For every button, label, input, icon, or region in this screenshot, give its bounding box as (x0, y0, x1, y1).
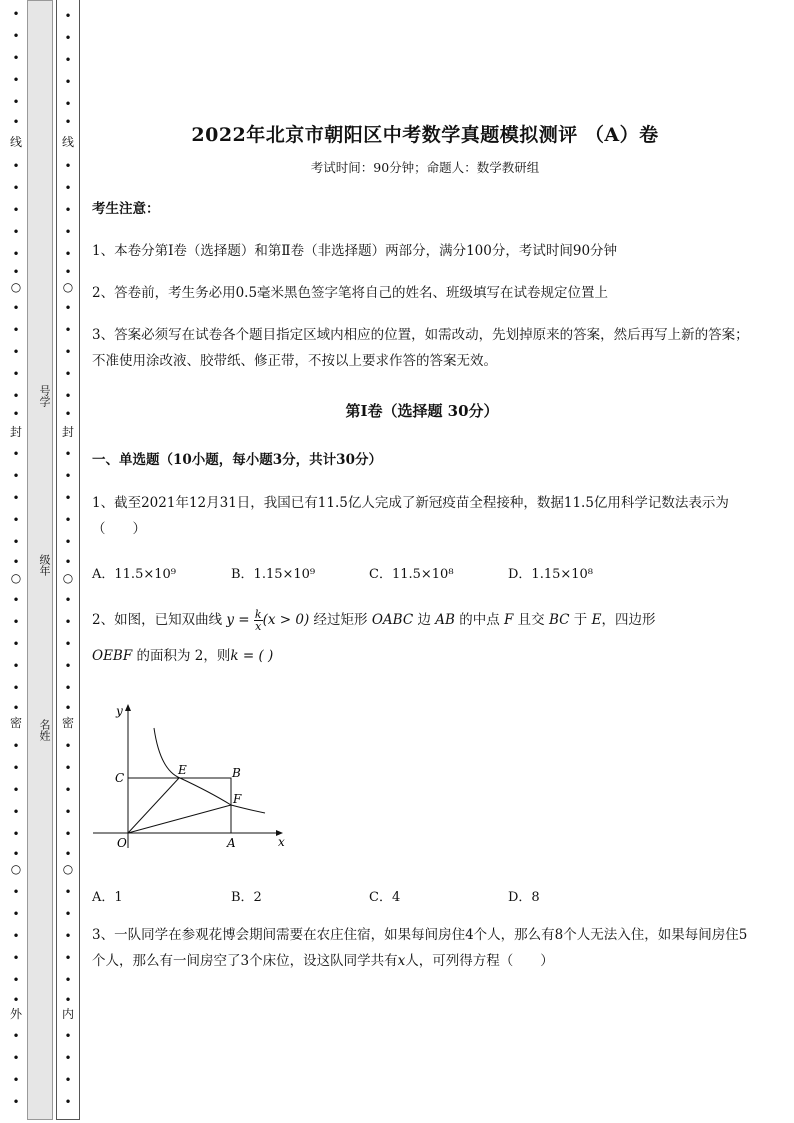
label-y: y (116, 704, 123, 718)
label-x: x (278, 835, 285, 849)
q2-rect: OABC (371, 612, 414, 628)
exam-title: 2022年北京市朝阳区中考数学真题模拟测评 （A）卷 (191, 124, 659, 146)
q2-text-f: 于 (569, 612, 592, 628)
q2-condition: (x > 0) (262, 612, 310, 628)
q1-option-d[interactable]: D．1.15×10⁸ (508, 567, 594, 582)
label-f: F (233, 792, 242, 806)
question-2-stem (92, 602, 752, 674)
outer-circle-2: ○ (10, 571, 22, 585)
q3-text-b: 人，可列得方程（ ） (405, 953, 554, 969)
label-c: C (115, 771, 125, 785)
q2-text-c: 边 (413, 612, 436, 628)
inner-label-feng: 封 (62, 425, 75, 439)
q2-text-g: ，四边形 (601, 612, 656, 628)
outer-dotted-binding-line: • • • • • • 线 • • • • • • ○ • • • • • • 封 • • • • • • ○ • • • • • • 密 • • • • • • ○ • • • • • • 外 • • • • (10, 7, 23, 1109)
q1-option-b[interactable]: B．1.15×10⁹ (231, 567, 316, 582)
inner-dotted-binding-line: • • • • • • 线 • • • • • • ○ • • • • • • 封 • • • • • • ○ • • • • • • 密 • • • • • • ○ • • • • • • 内 • • • • (62, 9, 75, 1109)
q2-func-y: y = (226, 612, 250, 628)
segment-of (128, 805, 231, 833)
question-3-stem (92, 922, 752, 974)
label-b: B (232, 766, 241, 780)
notice-item-1: 1、本卷分第I卷（选择题）和第Ⅱ卷（非选择题）两部分，满分100分，考试时间90分钟 (92, 243, 618, 259)
q1-option-a[interactable]: A．11.5×10⁹ (92, 567, 176, 582)
q1-option-c[interactable]: C．11.5×10⁸ (369, 567, 454, 582)
q2-option-b[interactable]: B．2 (231, 890, 262, 905)
label-a: A (227, 836, 236, 850)
part-heading: 一、单选题（10小题，每小题3分，共计30分） (92, 452, 382, 468)
q2-quad: OEBF (92, 648, 133, 664)
notice-heading: 考生注意： (92, 201, 160, 217)
q2-text-a: 2、如图，已知双曲线 (92, 612, 227, 628)
q2-point-f: F (504, 612, 514, 628)
inner-circle-1: ○ (62, 280, 74, 294)
label-e: E (178, 763, 187, 777)
q2-text-b: 经过矩形 (309, 612, 372, 628)
q2-figure (90, 700, 290, 860)
q2-side-ab: AB (435, 612, 455, 628)
segment-oe (128, 778, 179, 833)
inner-label-nei: 内 (62, 1007, 75, 1021)
question-1-stem: 1、截至2021年12月31日，我国已有11.5亿人完成了新冠疫苗全程接种，数据11.5亿用科学记数法表示为（ ） (92, 495, 729, 537)
q2-text-h: 的面积为 2，则 (132, 648, 231, 664)
q2-frac-num: k (254, 608, 262, 621)
notice-item-2: 2、答卷前，考生务必用0.5毫米黑色签字笔将自己的姓名、班级填写在试卷规定位置上 (92, 285, 609, 301)
outer-label-xian: 线 (10, 135, 23, 149)
exam-subtitle: 考试时间：90分钟；命题人：数学教研组 (310, 160, 540, 175)
q2-k-answer: k = ( ) (230, 648, 274, 664)
outer-label-wai: 外 (10, 1007, 23, 1021)
q3-variable-x: x (397, 953, 406, 969)
grade-field (27, 545, 53, 585)
q2-side-bc: BC (548, 612, 570, 628)
notice-item-3: 3、答案必须写在试卷各个题目指定区域内相应的位置，如需改动，先划掉原来的答案，然后再写上新的答案；不准使用涂改液、胶带纸、修正带，不按以上要求作答的答案无效。 (92, 327, 749, 369)
student-number-label: 号学 (38, 385, 51, 407)
q2-text-e: 且交 (513, 612, 549, 628)
rectangle-oabc (128, 778, 231, 833)
inner-circle-2: ○ (62, 571, 74, 585)
label-o: O (117, 836, 127, 850)
inner-label-xian: 线 (62, 135, 75, 149)
grade-label: 级年 (38, 554, 51, 576)
q2-option-a[interactable]: A．1 (92, 890, 123, 905)
q2-option-c[interactable]: C．4 (369, 890, 401, 905)
outer-circle-1: ○ (10, 280, 22, 294)
section-title: 第I卷（选择题 30分） (345, 402, 499, 420)
inner-label-mi: 密 (62, 716, 75, 730)
q2-frac-den: x (255, 620, 262, 633)
q2-point-e: E (591, 612, 602, 628)
q3-text-a: 3、一队同学在参观花博会期间需要在农庄住宿，如果每间房住4个人，那么有8个人无法入住，如果每间房住5个人，那么有一间房空了3个床位，设这队同学共有 (92, 927, 748, 969)
name-field (27, 710, 53, 750)
outer-label-feng: 封 (10, 425, 23, 439)
student-number-field (27, 376, 53, 416)
outer-label-mi: 密 (10, 716, 23, 730)
name-label: 名姓 (38, 719, 51, 741)
q2-text-d: 的中点 (454, 612, 505, 628)
hyperbola-curve (154, 728, 265, 813)
outer-circle-3: ○ (10, 862, 22, 876)
q2-option-d[interactable]: D．8 (508, 890, 540, 905)
inner-circle-3: ○ (62, 862, 74, 876)
q2-fraction (254, 609, 263, 632)
